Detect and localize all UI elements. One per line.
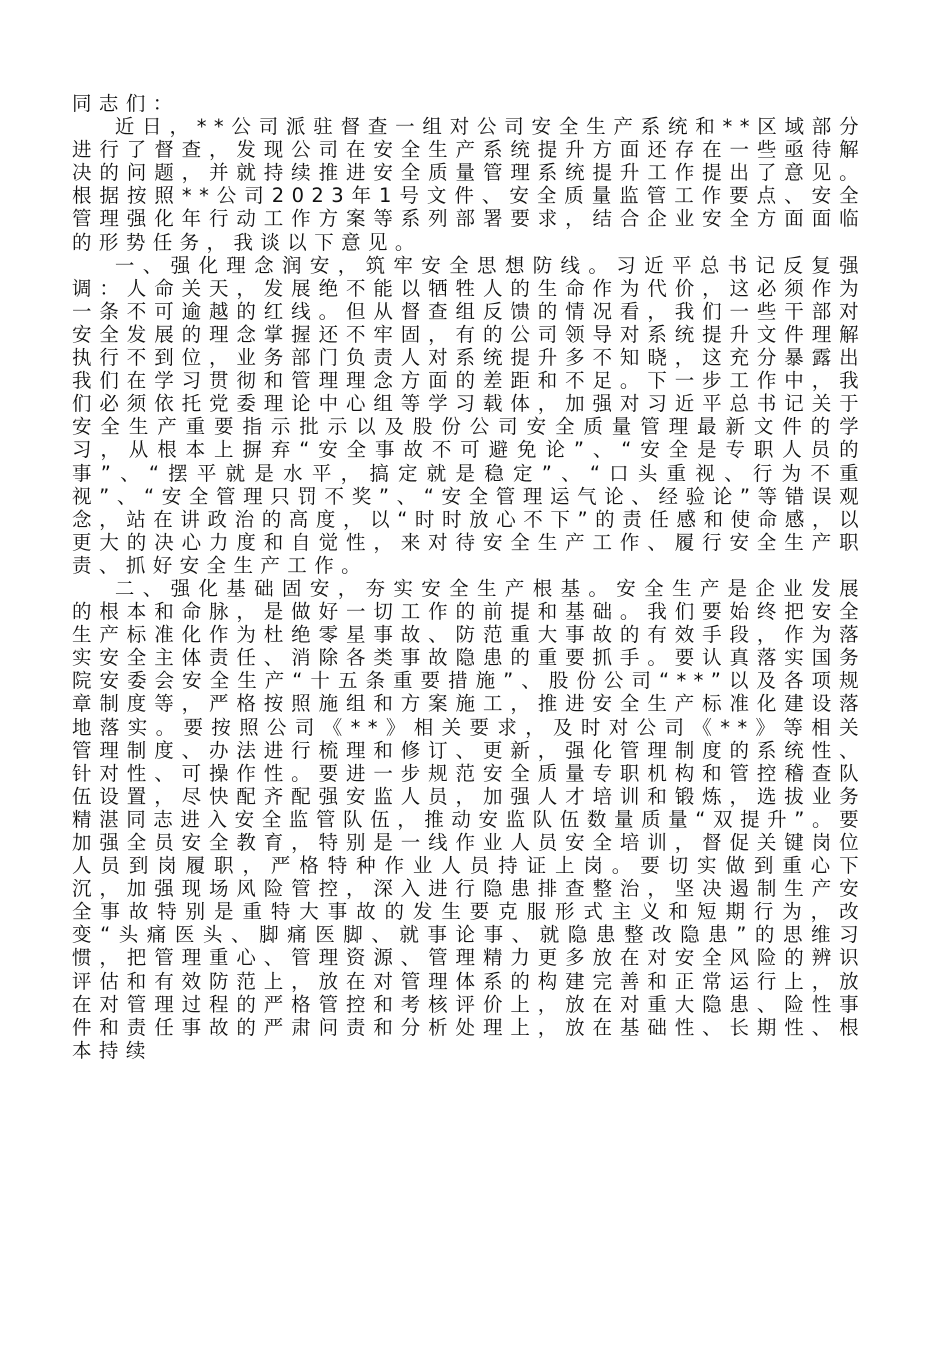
salutation: 同志们： (72, 92, 180, 115)
paragraph-section-two: 二、强化基础固安，夯实安全生产根基。安全生产是企业发展的根本和命脉，是做好一切工作的前提和基础。我们要始终把安全生产标准化作为杜绝零星事故、防范重大事故的有效手段，作为落实安全主体责任、消除各类事故隐患的重要抓手。要认真落实国务院安委会安全生产“十五条重要措施”、股份公司“**”以及各项规章制度等，严格按照施组和方案施工，推进安全生产标准化建设落地落实。要按照公司《**》相关要求，及时对公司《**》等相关管理制度、办法进行梳理和修订、更新，强化管理制度的系统性、针对性、可操作性。要进一步规范安全质量专职机构和管控稽查队伍设置，尽快配齐配强安监人员，加强人才培训和锻炼，选拔业务精湛同志进入安全监管队伍，推动安监队伍数量质量“双提升”。要加强全员安全教育，特别是一线作业人员安全培训，督促关键岗位人员到岗履职，严格特种作业人员持证上岗。要切实做到重心下沉，加强现场风险管控，深入进行隐患排查整治，坚决遏制生产安全事故特别是重特大事故的发生要克服形式主义和短期行为，改变“头痛医头、脚痛医脚、就事论事、就隐患整改隐患”的思维习惯，把管理重心、管理资源、管理精力更多放在对安全风险的辨识评估和有效防范上，放在对管理体系的构建完善和正常运行上，放在对管理过程的严格管控和考核评价上，放在对重大隐患、险性事件和责任事故的严肃问责和分析处理上，放在基础性、长期性、根本持续 (72, 576, 866, 1062)
document-body (72, 92, 866, 1062)
paragraph-section-one: 一、强化理念润安，筑牢安全思想防线。习近平总书记反复强调：人命关天，发展绝不能以牺牲人的生命作为代价，这必须作为一条不可逾越的红线。但从督查组反馈的情况看，我们一些干部对安全发展的理念掌握还不牢固，有的公司领导对系统提升文件理解执行不到位，业务部门负责人对系统提升多不知晓，这充分暴露出我们在学习贯彻和管理理念方面的差距和不足。下一步工作中，我们必须依托党委理论中心组等学习载体，加强对习近平总书记关于安全生产重要指示批示以及股份公司安全质量管理最新文件的学习，从根本上摒弃“安全事故不可避免论”、“安全是专职人员的事”、“摆平就是水平，搞定就是稳定”、“口头重视、行为不重视”、“安全管理只罚不奖”、“安全管理运气论、经验论”等错误观念，站在讲政治的高度，以“时时放心不下”的责任感和使命感，以更大的决心力度和自觉性，来对待安全生产工作、履行安全生产职责、抓好安全生产工作。 (72, 253, 866, 577)
paragraph-intro: 近日，**公司派驻督查一组对公司安全生产系统和**区域部分进行了督查，发现公司在安全生产系统提升方面还存在一些亟待解决的问题，并就持续推进安全质量管理系统提升工作提出了意见。根据按照**公司2023年1号文件、安全质量监管工作要点、安全管理强化年行动工作方案等系列部署要求，结合企业安全方面面临的形势任务，我谈以下意见。 (72, 115, 866, 254)
